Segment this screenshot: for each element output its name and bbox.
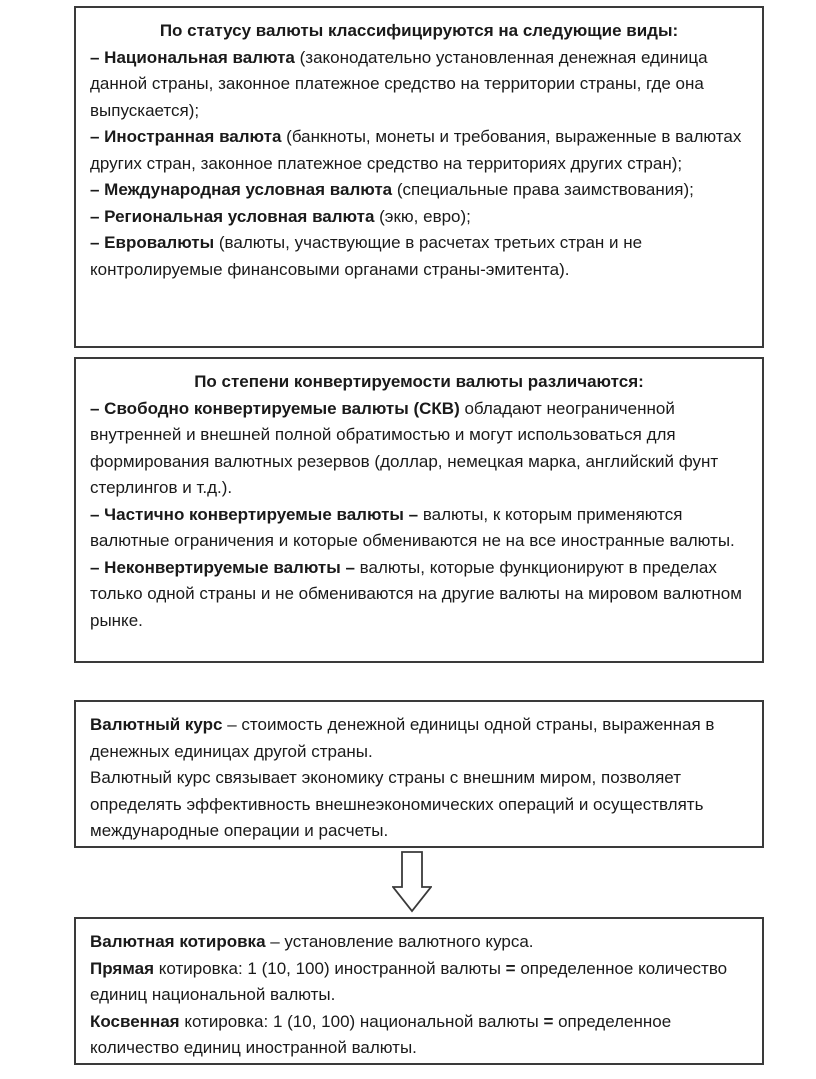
convertibility-box <box>74 357 764 663</box>
item-term: – Международная условная валюта <box>90 180 393 199</box>
item-desc: котировка: 1 (10, 100) национальной валюты <box>179 1011 544 1031</box>
item-term: – Иностранная валюта <box>90 127 282 146</box>
quotation-box <box>74 917 764 1065</box>
convertibility-item-free <box>90 396 748 502</box>
item-term: – Региональная условная валюта <box>90 206 375 226</box>
item-desc: – стоимость денежной единицы одной страны, выраженная в денежных единицах другой страны. <box>90 715 715 761</box>
item-desc: валюты, которые функционируют в пределах только одной страны и не обмениваются на другие валюты на мировом валютном рынке. <box>90 557 742 630</box>
item-term: – Свободно конвертируемые валюты (СКВ) <box>90 398 460 418</box>
item-term: Косвенная <box>90 1011 180 1031</box>
equals-sign: = <box>505 958 516 978</box>
item-term: Валютный курс <box>90 715 223 734</box>
status-item-regional <box>90 204 748 231</box>
quotation-definition <box>90 929 748 956</box>
item-desc: определенное количество единиц национальной валюты. <box>90 958 728 1004</box>
item-desc: обладают неограниченной внутренней и внешней полной обратимостью и могут использоваться для формирования валютных резервов (доллар, немецкая марка, английский фунт стерлингов и т.д.). <box>90 398 719 497</box>
status-item-foreign <box>90 124 748 177</box>
item-desc: – установление валютного курса. <box>265 932 534 951</box>
exchange-rate-definition <box>90 712 748 765</box>
status-item-international <box>90 177 748 204</box>
currency-status-box <box>74 6 764 348</box>
item-desc: определенное количество единиц иностранной валюты. <box>90 1011 672 1057</box>
item-term: – Национальная валюта <box>90 47 295 67</box>
convertibility-item-partial <box>90 502 748 555</box>
item-desc: (экю, евро); <box>374 206 471 226</box>
item-desc: котировка: 1 (10, 100) иностранной валюты <box>154 958 506 978</box>
exchange-rate-text: Валютный курс связывает экономику страны с внешним миром, позволяет определять эффективность внешнеэкономических операций и осуществлять международные операции и расчеты. <box>90 768 704 840</box>
direct-quotation <box>90 956 748 1009</box>
item-desc: (специальные права заимствования); <box>392 180 694 199</box>
status-title: По статусу валюты классифицируются на следующие виды: <box>159 21 679 40</box>
item-term: – Частично конвертируемые валюты – <box>90 504 419 524</box>
status-item-national <box>90 45 748 125</box>
convertibility-item-none <box>90 555 748 635</box>
equals-sign: = <box>543 1011 554 1031</box>
down-arrow-icon <box>392 851 432 913</box>
exchange-rate-box <box>74 700 764 848</box>
item-desc: (валюты, участвующие в расчетах третьих стран и не контролируемые финансовыми органами страны-эмитента). <box>90 233 643 279</box>
item-desc: (банкноты, монеты и требования, выраженные в валютах других стран, законное платежное средство на территориях других стран); <box>90 127 742 173</box>
item-term: – Неконвертируемые валюты – <box>90 557 355 577</box>
indirect-quotation <box>90 1009 748 1062</box>
item-desc: (законодательно установленная денежная единица данной страны, законное платежное средство на территории страны, где она выпускается); <box>90 47 708 120</box>
convertibility-title: По степени конвертируемости валюты различаются: <box>194 372 644 391</box>
item-term: – Евровалюты <box>90 233 215 252</box>
item-term: Прямая <box>90 958 155 978</box>
item-term: Валютная котировка <box>90 932 266 951</box>
status-item-euro <box>90 230 748 283</box>
item-desc: валюты, к которым применяются валютные ограничения и которые обмениваются не на все иностранные валюты. <box>90 504 735 550</box>
